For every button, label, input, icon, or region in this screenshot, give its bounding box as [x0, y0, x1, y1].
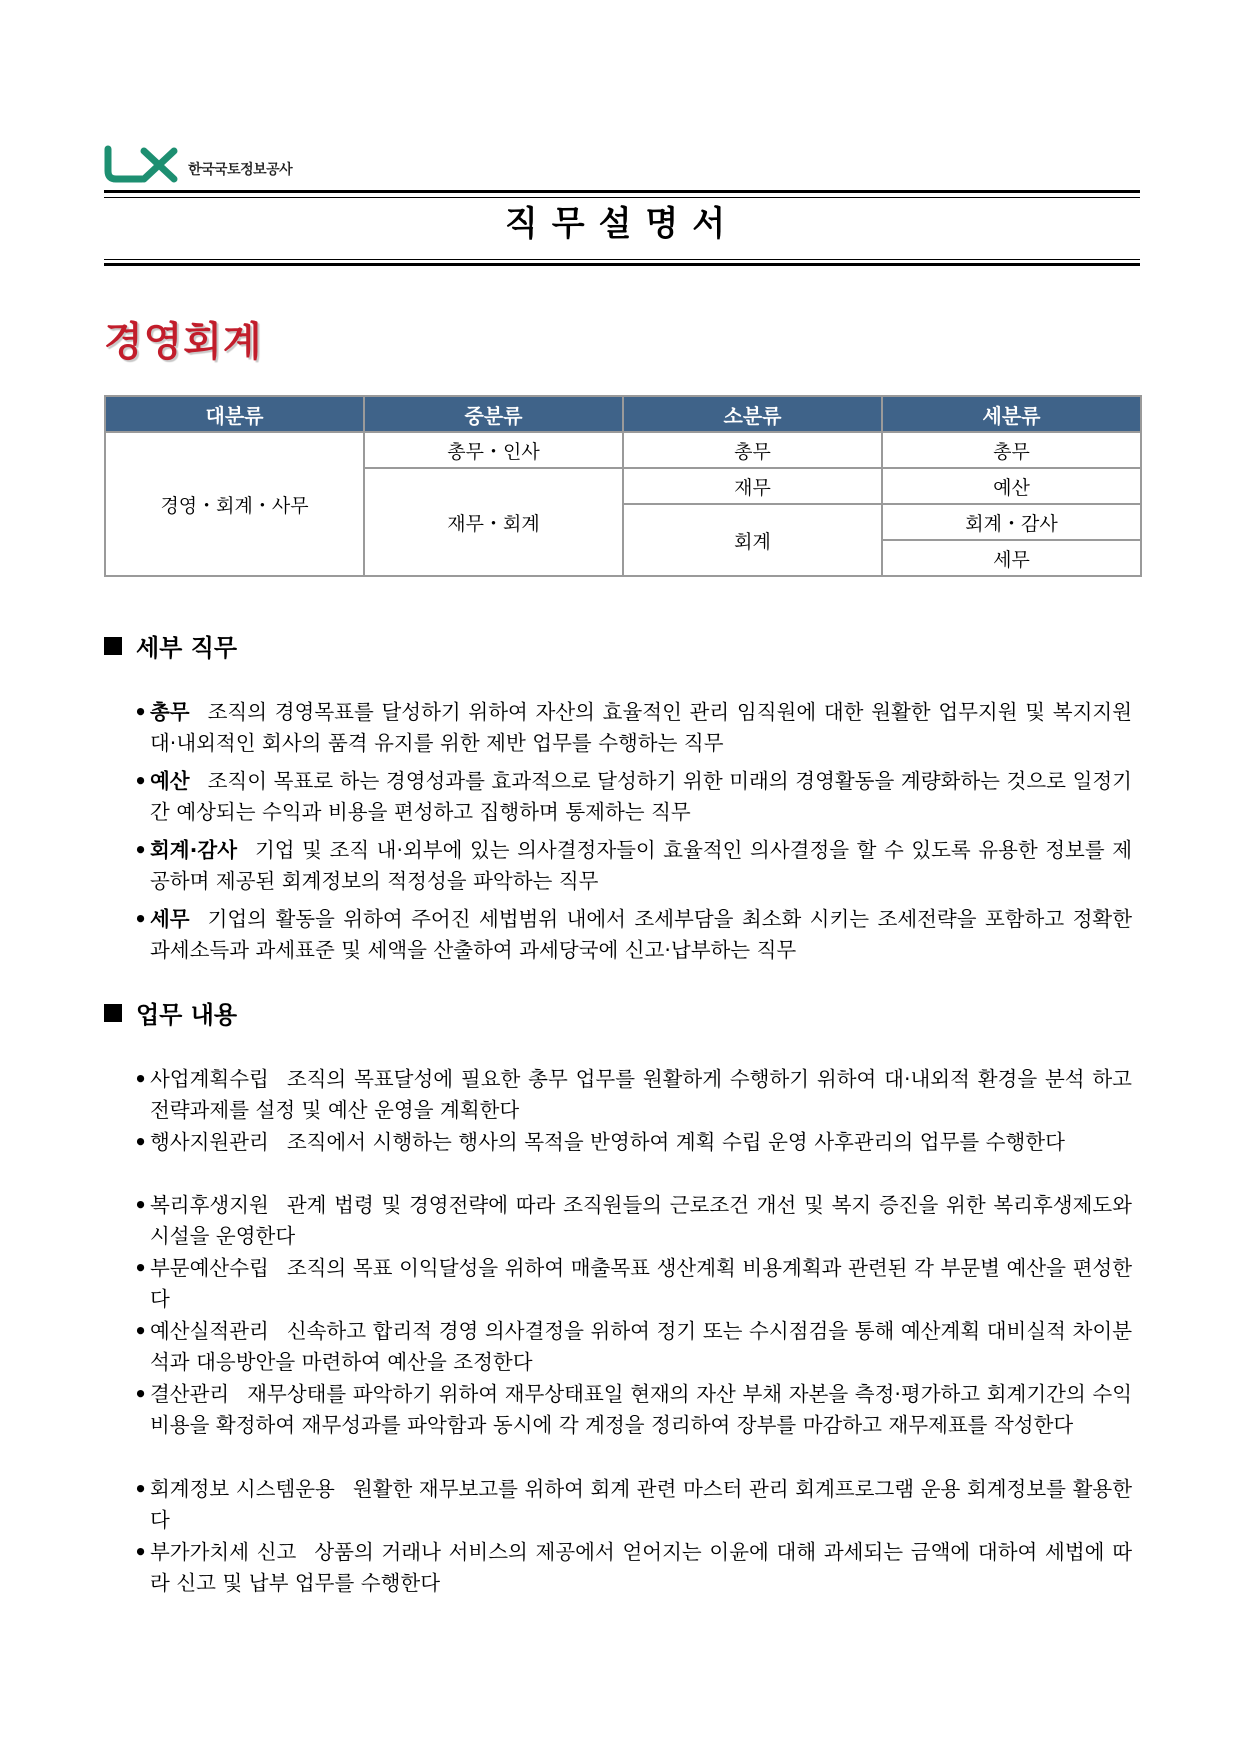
task-text: 관계 법령 및 경영전략에 따라 조직원들의 근로조건 개선 및 복지 증진을 위한 복리후생제도와 시설을 운영한다 [150, 1193, 1132, 1248]
bullet-icon: • [134, 769, 148, 793]
tasks-heading-text: 업무 내용 [136, 1001, 238, 1029]
task-text: 상품의 거래나 서비스의 제공에서 얻어지는 이윤에 대해 과세되는 금액에 대하여 세법에 따라 신고 및 납부 업무를 수행한다 [150, 1540, 1132, 1595]
cell-minor-1: 총무 [623, 432, 882, 468]
task-text: 원활한 재무보고를 위하여 회계 관련 마스터 관리 회계프로그램 운용 회계정보를 활용한다 [150, 1477, 1132, 1532]
company-logo [104, 144, 292, 184]
task-item [132, 1474, 1132, 1536]
duty-item [132, 697, 1132, 759]
duties-heading-text: 세부 직무 [136, 634, 238, 662]
task-item [132, 1316, 1132, 1378]
task-item [132, 1379, 1132, 1441]
bullet-icon: • [134, 1256, 148, 1280]
duty-item [132, 904, 1132, 966]
org-name: 한국국토정보공사 [188, 162, 293, 178]
cell-mid-1: 총무・인사 [364, 432, 623, 468]
duty-text: 조직의 경영목표를 달성하기 위하여 자산의 효율적인 관리 임직원에 대한 원활한 업무지원 및 복지지원 대·내외적인 회사의 품격 유지를 위한 제반 업무를 수행하는 직무 [150, 700, 1132, 755]
cell-detail-4: 세무 [882, 540, 1141, 576]
cell-mid-2: 재무・회계 [364, 468, 623, 576]
task-term: 부가가치세 신고 [150, 1540, 297, 1564]
bullet-icon: • [134, 1319, 148, 1343]
square-bullet-icon [104, 637, 122, 655]
bullet-icon: • [134, 1540, 148, 1564]
title-rule-top [104, 190, 1140, 193]
duty-term: 총무 [150, 700, 190, 724]
duty-term: 예산 [150, 769, 190, 793]
duties-heading [104, 628, 237, 663]
header-minor: 소분류 [623, 396, 882, 432]
task-item [132, 1190, 1132, 1252]
title-rule-bottom [104, 263, 1140, 266]
cell-minor-2: 재무 [623, 468, 882, 504]
bullet-icon: • [134, 838, 148, 862]
task-term: 회계정보 시스템운용 [150, 1477, 335, 1501]
cell-minor-3: 회계 [623, 504, 882, 576]
cell-major: 경영・회계・사무 [105, 432, 364, 576]
bullet-icon: • [134, 1130, 148, 1154]
duty-text: 조직이 목표로 하는 경영성과를 효과적으로 달성하기 위한 미래의 경영활동을 계량화하는 것으로 일정기간 예상되는 수익과 비용을 편성하고 집행하며 통제하는 직무 [150, 769, 1132, 824]
task-term: 행사지원관리 [150, 1130, 269, 1154]
table-header-row [105, 396, 1141, 432]
table-row [105, 432, 1141, 468]
duty-item [132, 766, 1132, 828]
task-text: 신속하고 합리적 경영 의사결정을 위하여 정기 또는 수시점검을 통해 예산계획 대비실적 차이분석과 대응방안을 마련하여 예산을 조정한다 [150, 1319, 1132, 1374]
header-major: 대분류 [105, 396, 364, 432]
title-rule-bottom-thin [104, 259, 1140, 260]
task-term: 예산실적관리 [150, 1319, 269, 1343]
duty-text: 기업의 활동을 위하여 주어진 세법범위 내에서 조세부담을 최소화 시키는 조세전략을 포함하고 정확한 과세소득과 과세표준 및 세액을 산출하여 과세당국에 신고·납부하는 직무 [150, 907, 1132, 962]
bullet-icon: • [134, 1193, 148, 1217]
task-text: 조직의 목표달성에 필요한 총무 업무를 원활하게 수행하기 위하여 대·내외적 환경을 분석 하고 전략과제를 설정 및 예산 운영을 계획한다 [150, 1067, 1132, 1122]
task-item [132, 1253, 1132, 1315]
cell-detail-3: 회계・감사 [882, 504, 1141, 540]
task-term: 복리후생지원 [150, 1193, 269, 1217]
task-term: 사업계획수립 [150, 1067, 269, 1091]
duty-text: 기업 및 조직 내·외부에 있는 의사결정자들이 효율적인 의사결정을 할 수 있도록 유용한 정보를 제공하며 제공된 회계정보의 적정성을 파악하는 직무 [150, 838, 1132, 893]
task-text: 재무상태를 파악하기 위하여 재무상태표일 현재의 자산 부채 자본을 측정·평가하고 회계기간의 수익 비용을 확정하여 재무성과를 파악함과 동시에 각 계정을 정리하여 장부를 마감하고 재무제표를 작성한다 [150, 1382, 1132, 1437]
bullet-icon: • [134, 1382, 148, 1406]
task-item [132, 1064, 1132, 1126]
classification-table [104, 395, 1142, 577]
cell-detail-2: 예산 [882, 468, 1141, 504]
task-term: 부문예산수립 [150, 1256, 269, 1280]
tasks-heading [104, 995, 237, 1030]
job-title: 경영회계 [104, 319, 263, 365]
title-rule-top-thin [104, 197, 1140, 198]
task-item [132, 1537, 1132, 1599]
doc-title: 직무설명서 [504, 204, 740, 244]
bullet-icon: • [134, 1477, 148, 1501]
task-text: 조직에서 시행하는 행사의 목적을 반영하여 계획 수립 운영 사후관리의 업무를 수행한다 [286, 1130, 1065, 1154]
bullet-icon: • [134, 700, 148, 724]
bullet-icon: • [134, 907, 148, 931]
bullet-icon: • [134, 1067, 148, 1091]
task-text: 조직의 목표 이익달성을 위하여 매출목표 생산계획 비용계획과 관련된 각 부문별 예산을 편성한다 [150, 1256, 1132, 1311]
header-detail: 세분류 [882, 396, 1141, 432]
cell-detail-1: 총무 [882, 432, 1141, 468]
duty-item [132, 835, 1132, 897]
square-bullet-icon [104, 1004, 122, 1022]
header-mid: 중분류 [364, 396, 623, 432]
lx-logo-icon [104, 145, 182, 183]
duty-term: 세무 [150, 907, 190, 931]
duty-term: 회계·감사 [150, 838, 237, 862]
task-term: 결산관리 [150, 1382, 230, 1406]
task-item [132, 1127, 1132, 1158]
